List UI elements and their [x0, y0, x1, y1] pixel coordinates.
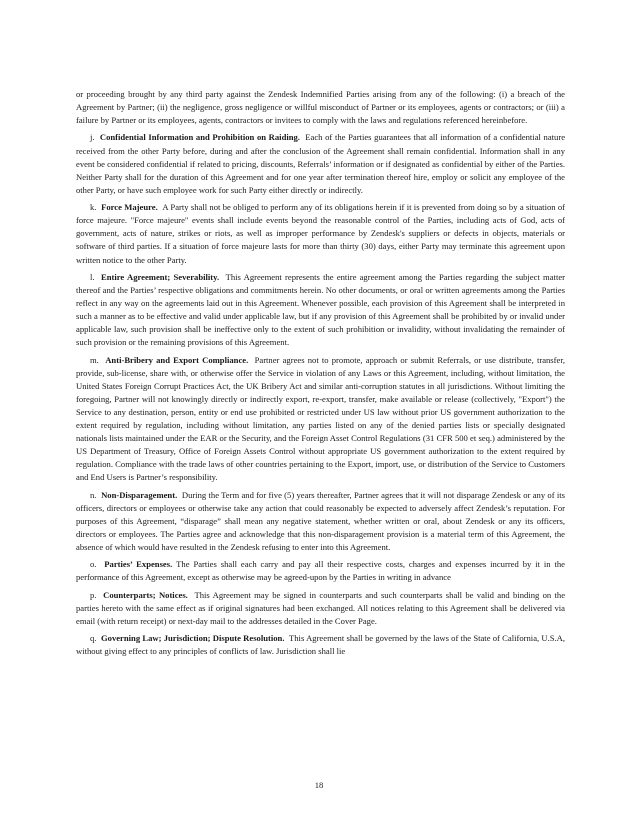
paragraph-letter: o.: [90, 559, 97, 570]
paragraph-n: [76, 489, 565, 554]
paragraph-heading: Governing Law; Jurisdiction; Dispute Resolution.: [100, 633, 285, 644]
paragraph-text: or proceeding brought by any third party against the Zendesk Indemnified Parties arising from any of the following: (i) a breach of the Agreement by Partner; (ii) the negligence, gross negligence or willful misconduct of Partner or its employees, agents or contractors; or (iii) a failure by Partner or its employees, agents, contractors or invitees to comply with the laws and regulations referenced hereinbefore.: [76, 89, 565, 126]
paragraph-heading: Non-Disparagement.: [101, 489, 178, 500]
paragraph-continuation: [76, 88, 565, 127]
paragraph-text: Each of the Parties guarantees that all information of a confidential nature received from the other Party before, during and after the conclusion of the Agreement shall remain confidential. Information shall in any event be considered confidential if related to pricing, discounts, Referrals’ information or if designated as confidential by either of the Parties. Neither Party shall for the duration of this Agreement and for one year after termination thereof hire, employ or solicit any employee of the other Party, or have such employee work for such Party either directly or indirectly.: [76, 132, 566, 195]
paragraph-heading: Counterparts; Notices.: [103, 589, 188, 600]
paragraph-l: [76, 271, 565, 350]
paragraph-text: A Party shall not be obliged to perform any of its obligations herein if it is prevented from doing so by a situation of force majeure. "Force majeure" events shall include events beyond the reasonable control of the Parties, including acts of God, acts of government, acts of nature, strikes or riots, as well as improper performance by Zendesk's suppliers or defects in objects, materials or software of third parties. If a situation of force majeure lasts for more than thirty (30) days, either Party may terminate this agreement upon written notice to the other Party.: [76, 202, 566, 265]
document-body: [76, 88, 565, 663]
paragraph-heading: Confidential Information and Prohibition on Raiding.: [99, 132, 300, 143]
paragraph-text: Partner agrees not to promote, approach or submit Referrals, or use distribute, transfer, provide, sub-license, share with, or otherwise offer the Service in violation of any Laws or this Agreement, including, without limitation, the United States Foreign Corrupt Practices Act, the UK Bribery Act and similar anti-corruption statutes in all jurisdictions. Without limiting the foregoing, Partner will not knowingly directly or indirectly export, re-export, transfer, make available or release (collectively, "Export") the Service to any destination, person, entity or end use prohibited or restricted under US law without prior US government authorization to the extent required by regulation, including without limitation, any parties listed on any of the denied parties lists or specially designated nationals lists maintained under the EAR or the Security, and the Foreign Asset Control Regulations (31 CFR 500 et seq.) administered by the US Department of Treasury, Office of Foreign Assets Control without appropriate US government authorization to the extent required by regulation. Compliance with the trade laws of other countries pertaining to the Export, import, use, or distribution of the Service to Customers and End Users is Partner’s responsibility.: [76, 354, 565, 483]
paragraph-heading: Anti-Bribery and Export Compliance.: [105, 354, 249, 365]
paragraph-letter: k.: [90, 202, 97, 213]
paragraph-m: [76, 354, 565, 485]
paragraph-text: This Agreement shall be governed by the laws of the State of California, U.S.A, without giving effect to any principles of conflicts of law. Jurisdiction shall lie: [76, 633, 566, 657]
page-number: 18: [314, 780, 324, 790]
paragraph-q: [76, 632, 565, 658]
paragraph-heading: Entire Agreement; Severability.: [101, 271, 220, 282]
paragraph-k: [76, 201, 565, 266]
paragraph-j: [76, 131, 565, 196]
paragraph-letter: l.: [90, 271, 95, 282]
paragraph-text: This Agreement may be signed in counterparts and such counterparts shall be valid and binding on the parties hereto with the same effect as if original signatures had been exchanged. All notices relating to this Agreement shall be delivered via email (with return receipt) or next-day mail to the addresses detailed in the Cover Page.: [76, 589, 566, 626]
paragraph-letter: q.: [90, 633, 97, 644]
paragraph-heading: Force Majeure.: [101, 202, 158, 213]
paragraph-o: [76, 558, 565, 584]
paragraph-text: During the Term and for five (5) years thereafter, Partner agrees that it will not disparage Zendesk or any of its officers, directors or employees or otherwise take any action that could reasonably be expected to adversely affect Zendesk’s reputation. For purposes of this Agreement, “disparage” shall mean any negative statement, whether written or oral, about Zendesk or any its officers, directors or employees. The Parties agree and acknowledge that this non-disparagement provision is a material term of this Agreement, the absence of which would have resulted in the Zendesk refusing to enter into this Agreement.: [76, 489, 566, 553]
paragraph-letter: n.: [90, 489, 97, 500]
paragraph-text: This Agreement represents the entire agreement among the Parties regarding the subject matter thereof and the Parties’ respective obligations and commitments herein. No other documents, or oral or written agreements among the Parties reflect in any way on the agreements laid out in this Agreement. Whenever possible, each provision of this Agreement shall be interpreted in such a manner as to be effective and valid under applicable law, but if any provision of this Agreement shall be prohibited by or invalid under applicable law, such provision shall be ineffective only to the extent of such prohibition or invalidity, without invalidating the remainder of such provision or the remaining provisions of this Agreement.: [76, 271, 566, 348]
paragraph-text: The Parties shall each carry and pay all their respective costs, charges and expenses incurred by it in the performance of this Agreement, except as otherwise may be agreed-upon by the Parties in writing in advance: [76, 559, 565, 583]
paragraph-letter: p.: [90, 589, 97, 600]
paragraph-letter: m.: [90, 354, 99, 365]
paragraph-p: [76, 589, 565, 628]
paragraph-heading: Parties’ Expenses.: [104, 559, 173, 570]
paragraph-letter: j.: [90, 132, 95, 143]
